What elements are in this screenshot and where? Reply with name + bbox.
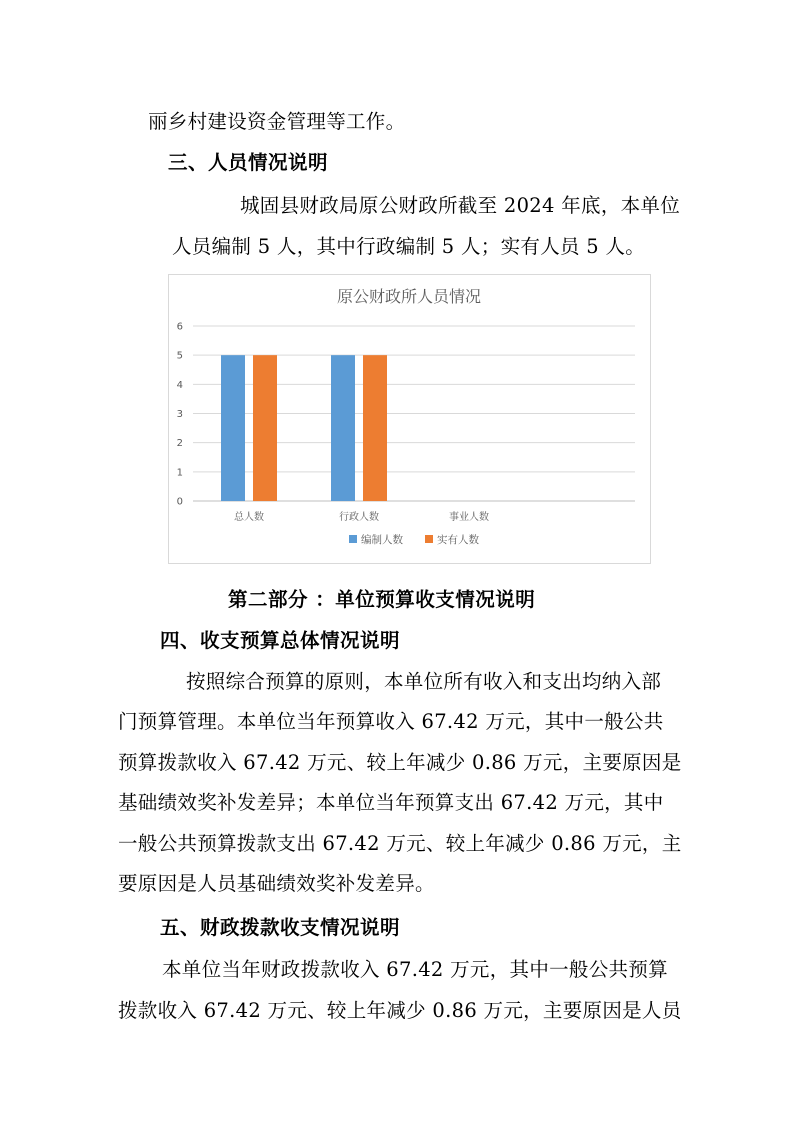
bar: [331, 355, 355, 501]
section-heading-4: 四、收支预算总体情况说明: [160, 629, 401, 652]
y-tick-label: 4: [176, 379, 183, 391]
bar: [221, 355, 245, 501]
text-line: 人员编制 5 人，其中行政编制 5 人；实有人员 5 人。: [172, 235, 646, 258]
y-tick-label: 0: [176, 496, 183, 508]
text-line: 城固县财政局原公财政所截至 2024 年底，本单位: [240, 194, 681, 217]
x-tick-label: 行政人数: [339, 512, 379, 523]
text-line: 丽乡村建设资金管理等工作。: [148, 110, 406, 133]
text-line: 基础绩效奖补发差异；本单位当年预算支出 67.42 万元，其中: [118, 791, 664, 814]
text-line: 预算拨款收入 67.42 万元、较上年减少 0.86 万元，主要原因是: [118, 751, 682, 774]
chart-canvas: [169, 275, 650, 563]
y-tick-label: 3: [176, 409, 183, 420]
chart-title: 原公财政所人员情况: [336, 287, 482, 306]
part-heading: 第二部分 ：单位预算收支情况说明: [228, 588, 536, 611]
text-line: 本单位当年财政拨款收入 67.42 万元，其中一般公共预算: [162, 958, 668, 981]
legend-swatch: [349, 535, 357, 543]
bar: [253, 355, 277, 501]
y-tick-label: 6: [176, 321, 183, 333]
text-line: 要原因是人员基础绩效奖补发差异。: [118, 872, 435, 895]
bar: [363, 355, 387, 501]
legend-label: 实有人数: [437, 534, 479, 546]
text-line: 门预算管理。本单位当年预算收入 67.42 万元，其中一般公共: [118, 710, 664, 733]
section-heading-3: 三、人员情况说明: [168, 151, 329, 174]
bar-chart: [168, 274, 651, 564]
legend-label: 编制人数: [361, 534, 403, 546]
y-tick-label: 1: [176, 467, 183, 479]
text-line: 一般公共预算拨款支出 67.42 万元、较上年减少 0.86 万元，主: [118, 832, 682, 855]
legend-swatch: [425, 535, 433, 543]
text-line: 拨款收入 67.42 万元、较上年减少 0.86 万元，主要原因是人员: [118, 999, 682, 1022]
y-tick-label: 2: [176, 438, 183, 450]
y-tick-label: 5: [176, 350, 183, 362]
x-tick-label: 事业人数: [449, 512, 489, 523]
section-heading-5: 五、财政拨款收支情况说明: [160, 916, 401, 939]
x-tick-label: 总人数: [234, 512, 264, 523]
text-line: 按照综合预算的原则，本单位所有收入和支出均纳入部: [186, 670, 662, 693]
